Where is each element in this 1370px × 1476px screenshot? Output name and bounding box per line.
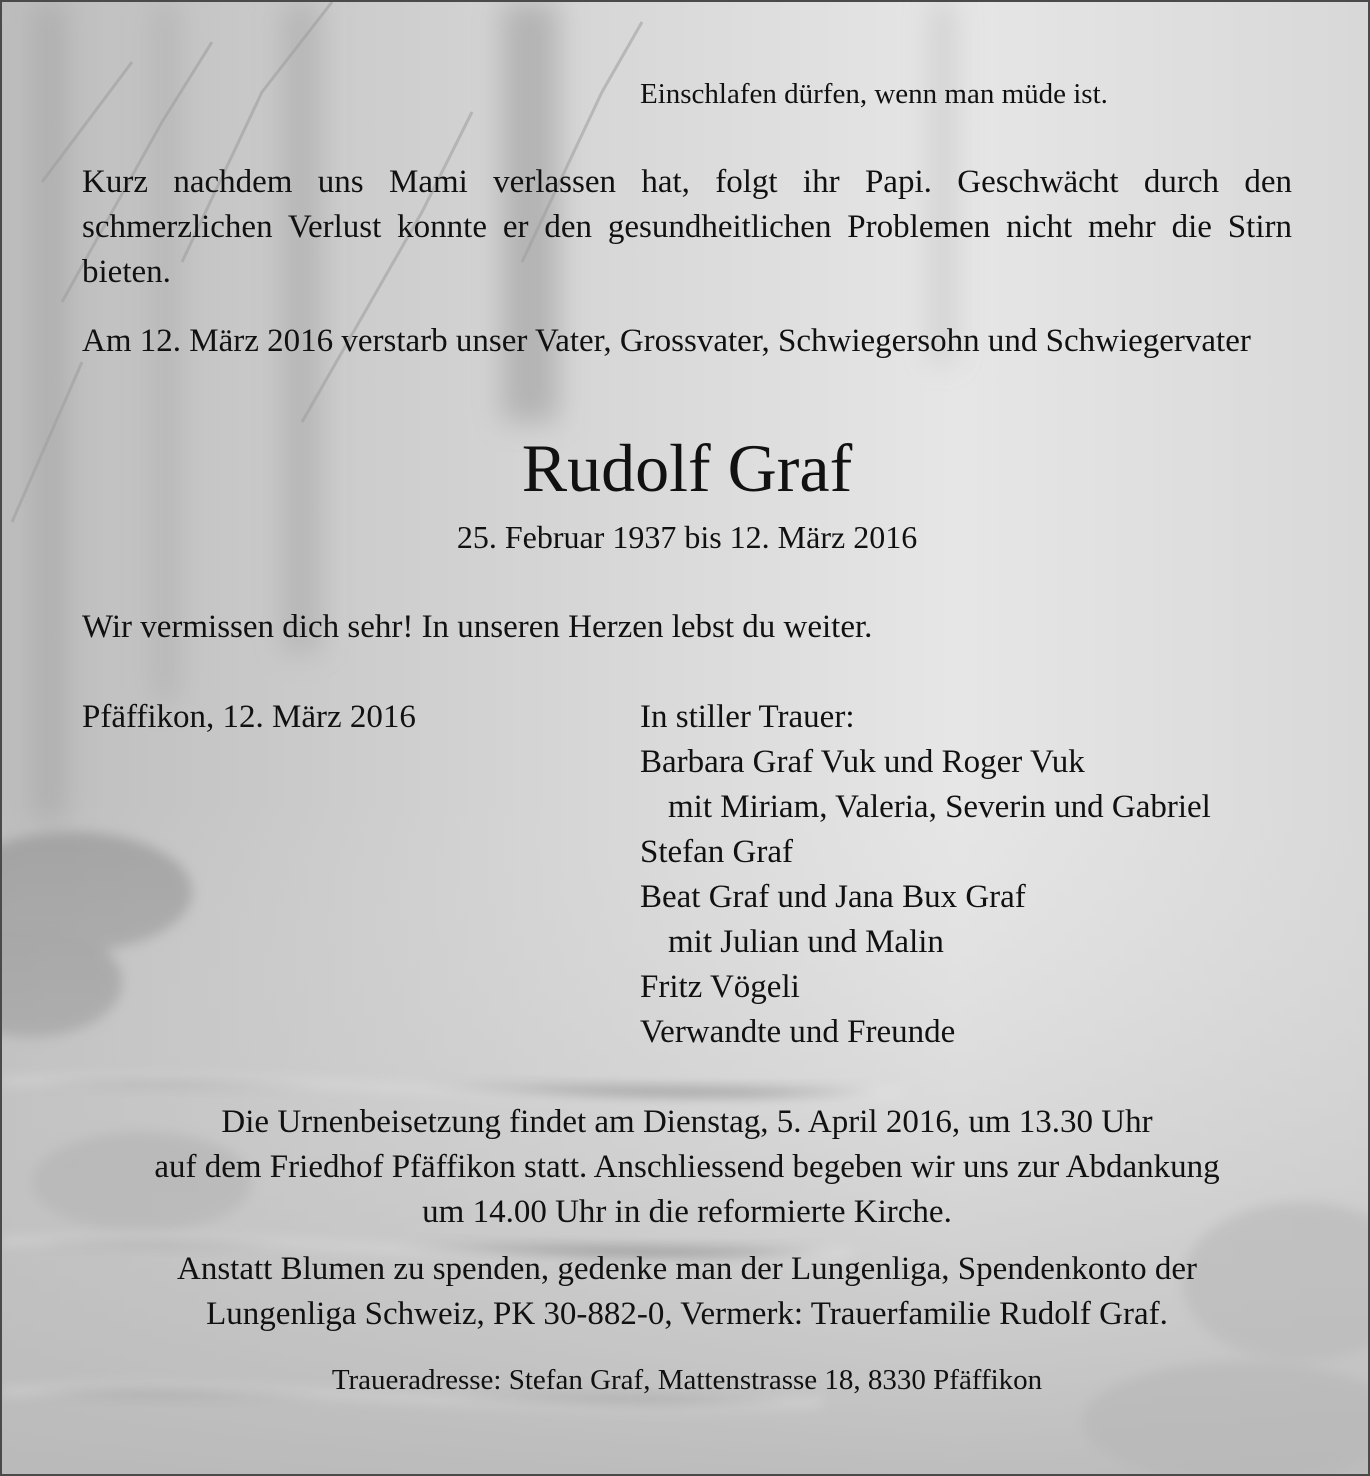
mourning-address: Traueradresse: Stefan Graf, Mattenstrasse 18, 8330 Pfäffikon xyxy=(331,1364,1043,1396)
place-date: Pfäffikon, 12. März 2016 xyxy=(82,699,416,735)
mourner-line: Stefan Graf xyxy=(640,834,794,870)
life-dates: 25. Februar 1937 bis 12. März 2016 xyxy=(456,519,918,555)
intro-paragraph: Kurz nachdem uns Mami verlassen hat, folgt ihr Papi. Geschwächt durch den schmerzlichen Verlust konnte er den gesundheitlichen Problemen nicht mehr die Stirn bieten. xyxy=(82,164,1292,290)
death-announcement: Am 12. März 2016 verstarb unser Vater, Grossvater, Schwiegersohn und Schwiegervater xyxy=(82,323,1251,359)
mourner-line: mit Julian und Malin xyxy=(668,924,944,960)
mourner-line: Fritz Vögeli xyxy=(640,969,800,1005)
deceased-name: Rudolf Graf xyxy=(521,430,853,506)
mourner-line: Barbara Graf Vuk und Roger Vuk xyxy=(640,744,1085,780)
motto: Einschlafen dürfen, wenn man müde ist. xyxy=(640,78,1108,110)
notice-text xyxy=(2,2,1368,1474)
farewell-message: Wir vermissen dich sehr! In unseren Herzen lebst du weiter. xyxy=(82,609,873,645)
mourner-line: Verwandte und Freunde xyxy=(640,1014,956,1050)
mourners-list xyxy=(640,695,1211,1055)
donation-info xyxy=(82,1247,1292,1337)
burial-line: auf dem Friedhof Pfäffikon statt. Anschliessend begeben wir uns zur Abdankung xyxy=(154,1149,1220,1185)
mourners-heading: In stiller Trauer: xyxy=(640,699,855,735)
burial-line: Die Urnenbeisetzung findet am Dienstag, 5. April 2016, um 13.30 Uhr xyxy=(221,1104,1153,1140)
donation-line: Lungenliga Schweiz, PK 30-882-0, Vermerk: Trauerfamilie Rudolf Graf. xyxy=(206,1296,1168,1332)
donation-line: Anstatt Blumen zu spenden, gedenke man der Lungenliga, Spendenkonto der xyxy=(177,1251,1197,1287)
mourner-line: Beat Graf und Jana Bux Graf xyxy=(640,879,1026,915)
mourner-line: mit Miriam, Valeria, Severin und Gabriel xyxy=(668,789,1211,825)
burial-info xyxy=(82,1100,1292,1235)
burial-line: um 14.00 Uhr in die reformierte Kirche. xyxy=(422,1194,952,1230)
